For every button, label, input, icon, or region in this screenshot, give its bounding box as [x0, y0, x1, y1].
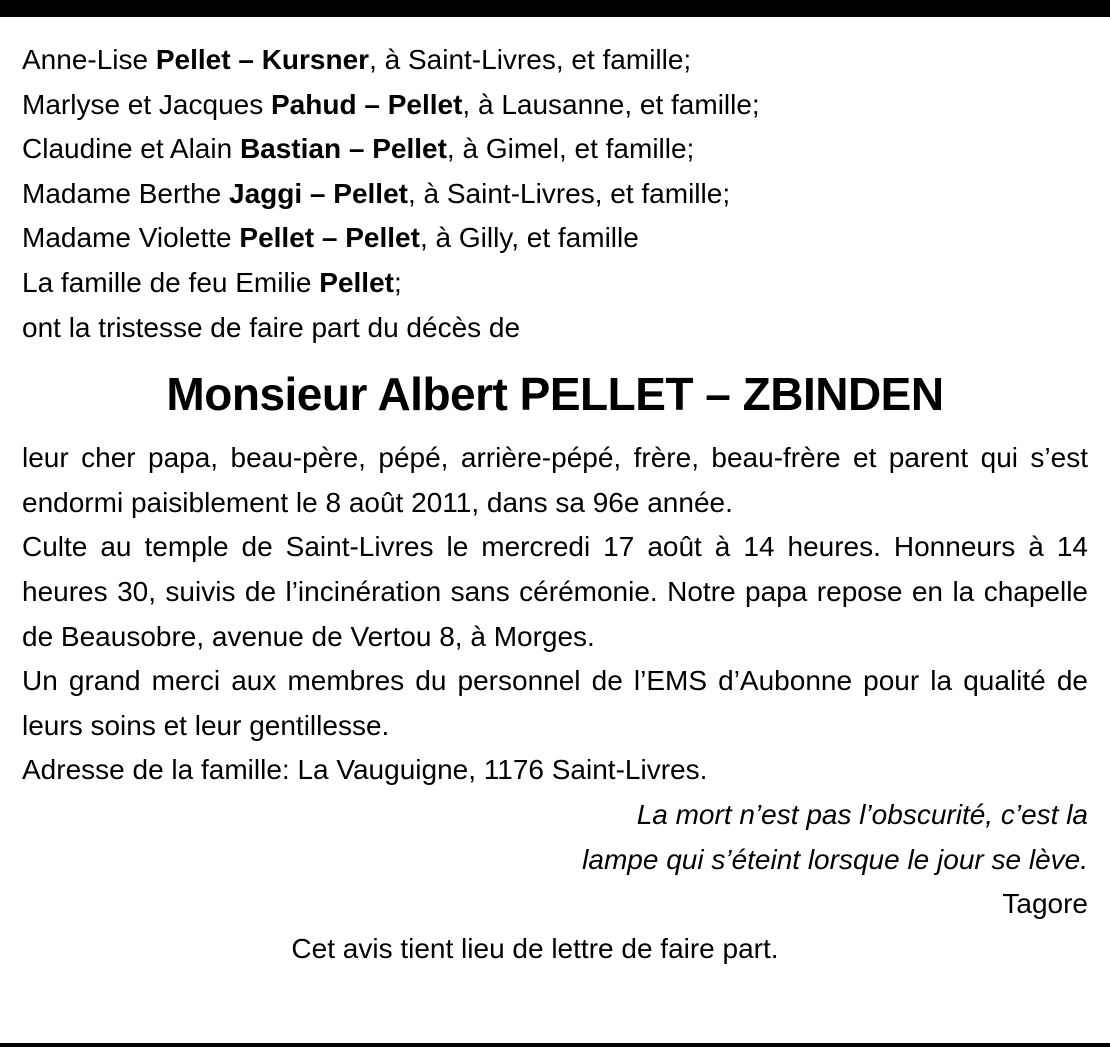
family-line: Claudine et Alain Bastian – Pellet, à Gimel, et famille; — [22, 133, 695, 165]
relation-paragraph: leur cher papa, beau-père, pépé, arrière-pépé, frère, beau-frère et parent qui s’est endormi paisiblement le 8 août 2011, dans sa 96e année. — [22, 442, 1088, 518]
family-name: Jaggi – Pellet — [229, 177, 408, 209]
family-line: Marlyse et Jacques Pahud – Pellet, à Lausanne, et famille; — [22, 88, 760, 120]
quote-line: La mort n’est pas l’obscurité, c’est la — [636, 798, 1088, 830]
announcement-text: ont la tristesse de faire part du décès de — [22, 311, 521, 343]
family-line: Madame Berthe Jaggi – Pellet, à Saint-Livres, et famille; — [22, 177, 731, 209]
family-line: Madame Violette Pellet – Pellet, à Gilly, et famille — [22, 222, 639, 254]
family-name: Pellet – Pellet — [239, 222, 420, 254]
family-line: Anne-Lise Pellet – Kursner, à Saint-Livres, et famille; — [22, 44, 692, 75]
top-border-rule — [0, 0, 1110, 17]
obituary-notice — [22, 38, 1088, 971]
ceremony-paragraph: Culte au temple de Saint-Livres le mercredi 17 août à 14 heures. Honneurs à 14 heures 30, suivis de l’incinération sans cérémonie. Notre papa repose en la chapelle de Beausobre, avenue de Vertou 8, à Morges. — [22, 531, 1088, 652]
family-name: Bastian – Pellet — [239, 133, 447, 165]
quote-line: lampe qui s’éteint lorsque le jour se lève. — [582, 843, 1088, 875]
family-name: Pellet — [319, 266, 394, 298]
thanks-paragraph: Un grand merci aux membres du personnel de l’EMS d’Aubonne pour la qualité de leurs soins et leur gentillesse. — [22, 665, 1088, 741]
family-line: La famille de feu Emilie Pellet; — [22, 266, 402, 298]
quote-author: Tagore — [1002, 888, 1088, 920]
bottom-border-rule — [0, 1043, 1110, 1047]
family-name: Pellet – Kursner — [155, 44, 370, 75]
deceased-name-heading: Monsieur Albert PELLET – ZBINDEN — [166, 368, 944, 421]
closing-note: Cet avis tient lieu de lettre de faire part. — [291, 932, 779, 964]
family-address: Adresse de la famille: La Vauguigne, 1176 Saint-Livres. — [22, 754, 708, 786]
family-name: Pahud – Pellet — [271, 88, 463, 120]
